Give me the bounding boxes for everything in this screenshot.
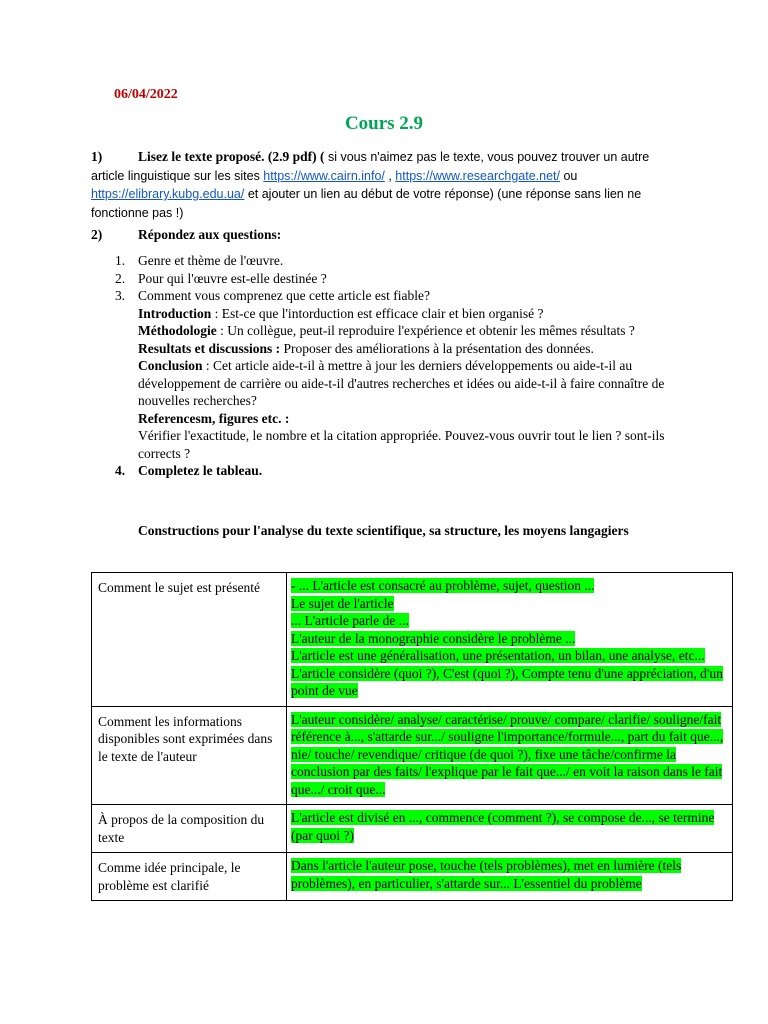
table-cell-left: Comment le sujet est présenté (92, 573, 287, 707)
list-item: 3. Comment vous comprenez que cette article est fiable? (115, 288, 431, 303)
question-1-lead: Lisez le texte proposé. (2.9 pdf) ( (138, 149, 325, 164)
table-cell-left: Comme idée principale, le problème est clarifié (92, 853, 287, 901)
table-row (92, 805, 733, 853)
link-separator: , (384, 168, 396, 183)
date: 06/04/2022 (114, 87, 178, 102)
table-cell-right: L'auteur considère/ analyse/ caractérise/ prouve/ compare/ clarifie/ souligne/fait référence à..., s'attarde sur.../ souligne l'importance/formule..., part du fait que..., nie/ touche/ revendique/ critique (de quoi ?), fixe une tâche/confirme la conclusion par des faits/ l'explique par le fait que.../ en voit la raison dans le fait que.../ croit que... (287, 706, 733, 805)
link-researchgate[interactable]: https://www.researchgate.net/ (395, 168, 560, 183)
question-list (0, 252, 700, 480)
table-row (92, 853, 733, 901)
table-heading: Constructions pour l'analyse du texte scientifique, sa structure, les moyens langagiers (138, 523, 629, 538)
question-2-number: 2) (91, 227, 103, 242)
table-cell-right: Dans l'article l'auteur pose, touche (tels problèmes), met en lumière (tels problèmes), en particulier, s'attarde sur... L'essentiel du problème (287, 853, 733, 901)
question-1-number: 1) (91, 149, 103, 164)
table-cell-left: À propos de la composition du texte (92, 805, 287, 853)
question-1-text-c: et ajouter un lien au début de votre réponse) (une réponse sans lien ne fonctionne pas !) (91, 187, 642, 220)
verify-text: Vérifier l'exactitude, le nombre et la citation appropriée. Pouvez-vous ouvrir tout le lien ? sont-ils corrects ? (138, 428, 665, 461)
analysis-table (91, 572, 733, 901)
table-row (92, 573, 733, 707)
link-cairn[interactable]: https://www.cairn.info/ (263, 168, 385, 183)
question-2-label: Répondez aux questions: (138, 227, 282, 242)
question-2 (91, 226, 281, 244)
criterion-references: Referencesm, figures etc. : (138, 410, 290, 426)
list-item: 1. Genre et thème de l'œuvre. (115, 253, 284, 268)
criterion-results: Resultats et discussions : Proposer des améliorations à la présentation des données. (138, 340, 594, 356)
table-cell-right: - ... L'article est consacré au problème, sujet, question ... Le sujet de l'article ... L'article parle de ... L'auteur de la monographie considère le problème ... L'article est une généralisation, une présentation, un bilan, une analyse, etc... L'article considère (quoi ?), C'est (quoi ?), Compte tenu d'une appréciation, d'un point de vue (287, 573, 733, 707)
question-1 (91, 148, 671, 222)
question-1-text-b: ou (559, 168, 578, 183)
criterion-introduction: Introduction : Est-ce que l'intorduction est efficace clair et bien organisé ? (138, 305, 544, 321)
page-title: Cours 2.9 (344, 113, 424, 134)
question-1-text-a: si vous n'aimez pas le texte, vous pouvez trouver un autre article linguistique sur les sites (91, 150, 650, 183)
link-elibrary[interactable]: https://elibrary.kubg.edu.ua/ (91, 187, 245, 201)
criterion-methodology: Méthodologie : Un collègue, peut-il reproduire l'expérience et obtenir les mêmes résultats ? (138, 323, 635, 338)
table-cell-left: Comment les informations disponibles sont exprimées dans le texte de l'auteur (92, 706, 287, 805)
table-cell-right: L'article est divisé en ..., commence (comment ?), se compose de..., se termine (par quoi ?) (287, 805, 733, 853)
criterion-conclusion: Conclusion : Cet article aide-t-il à mettre à jour les derniers développements ou aide-t-il au développement de carrière ou aide-t-il d'autres recherches et idées ou aide-t-il à faire connaître de nouvelles recherches? (138, 358, 665, 408)
list-item: 2. Pour qui l'œuvre est-elle destinée ? (115, 270, 327, 286)
table-row (92, 706, 733, 805)
list-item: 4. Completez le tableau. (115, 463, 263, 478)
